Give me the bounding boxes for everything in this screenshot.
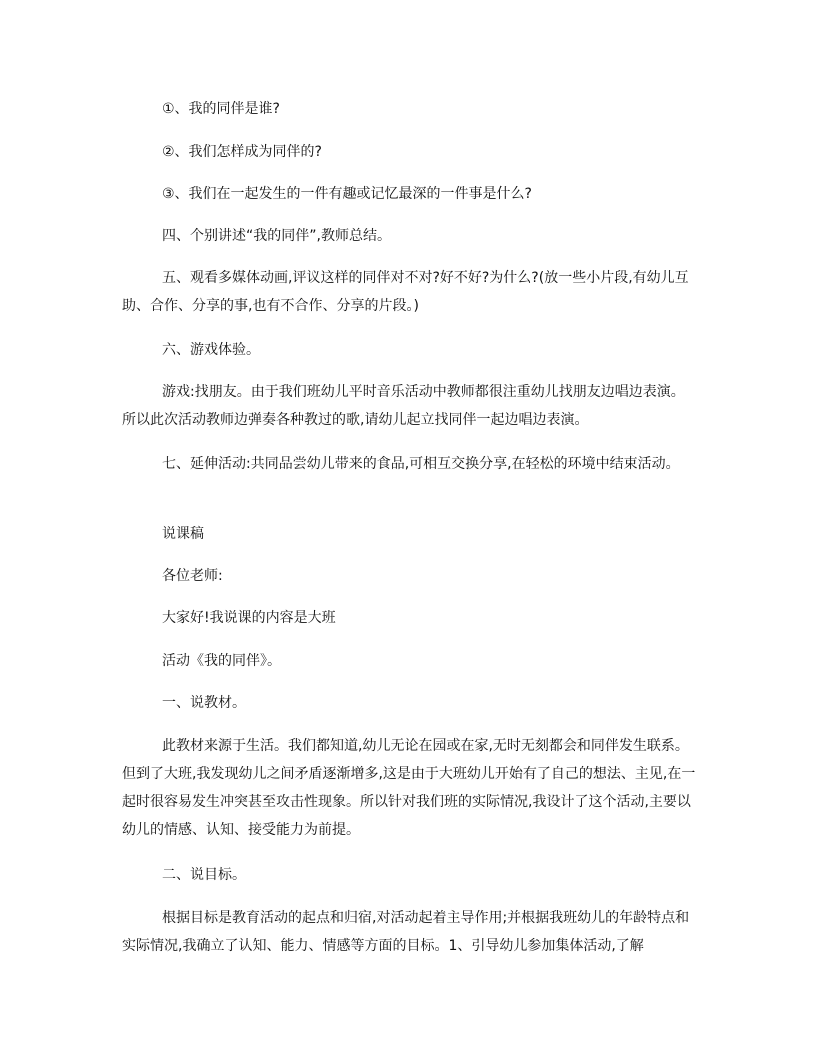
paragraph-step-7: 七、延伸活动:共同品尝幼儿带来的食品,可相互交换分享,在轻松的环境中结束活动。 [162,456,680,472]
paragraph-question-2: ②、我们怎样成为同伴的? [162,144,322,160]
paragraph-step-6: 六、游戏体验。 [162,342,260,358]
paragraph-step-5: 五、观看多媒体动画,评议这样的同伴对不对?好不好?为什么?(放一些小片段,有幼儿互助、合作、分享的事,也有不合作、分享的片段。) [122,270,689,314]
heading-objectives: 二、说目标。 [162,867,246,883]
paragraph-teaching-material: 此教材来源于生活。我们都知道,幼儿无论在园或在家,无时无刻都会和同伴发生联系。但到了大班,我发现幼儿之间矛盾逐渐增多,这是由于大班幼儿开始有了自己的想法、主见,在一起时很容易发生冲突甚至攻击性现象。所以针对我们班的实际情况,我设计了这个活动,主要以幼儿的情感、认知、接受能力为前提。 [122,738,696,838]
paragraph-activity-name: 活动《我的同伴》。 [162,653,281,669]
heading-teaching-material: 一、说教材。 [162,695,246,711]
paragraph-question-3: ③、我们在一起发生的一件有趣或记忆最深的一件事是什么? [162,186,532,202]
paragraph-step-4: 四、个别讲述“我的同伴”,教师总结。 [162,228,391,244]
paragraph-game: 游戏:找朋友。由于我们班幼儿平时音乐活动中教师都很注重幼儿找朋友边唱边表演。所以此次活动教师边弹奏各种教过的歌,请幼儿起立找同伴一起边唱边表演。 [122,384,685,428]
paragraph-question-1: ①、我的同伴是谁? [162,101,280,117]
paragraph-objectives: 根据目标是教育活动的起点和归宿,对活动起着主导作用;并根据我班幼儿的年龄特点和实际情况,我确立了认知、能力、情感等方面的目标。1、引导幼儿参加集体活动,了解 [122,910,690,954]
paragraph-greeting: 各位老师: [162,568,223,584]
section-title-lecture: 说课稿 [162,526,204,542]
paragraph-intro: 大家好!我说课的内容是大班 [162,610,336,626]
